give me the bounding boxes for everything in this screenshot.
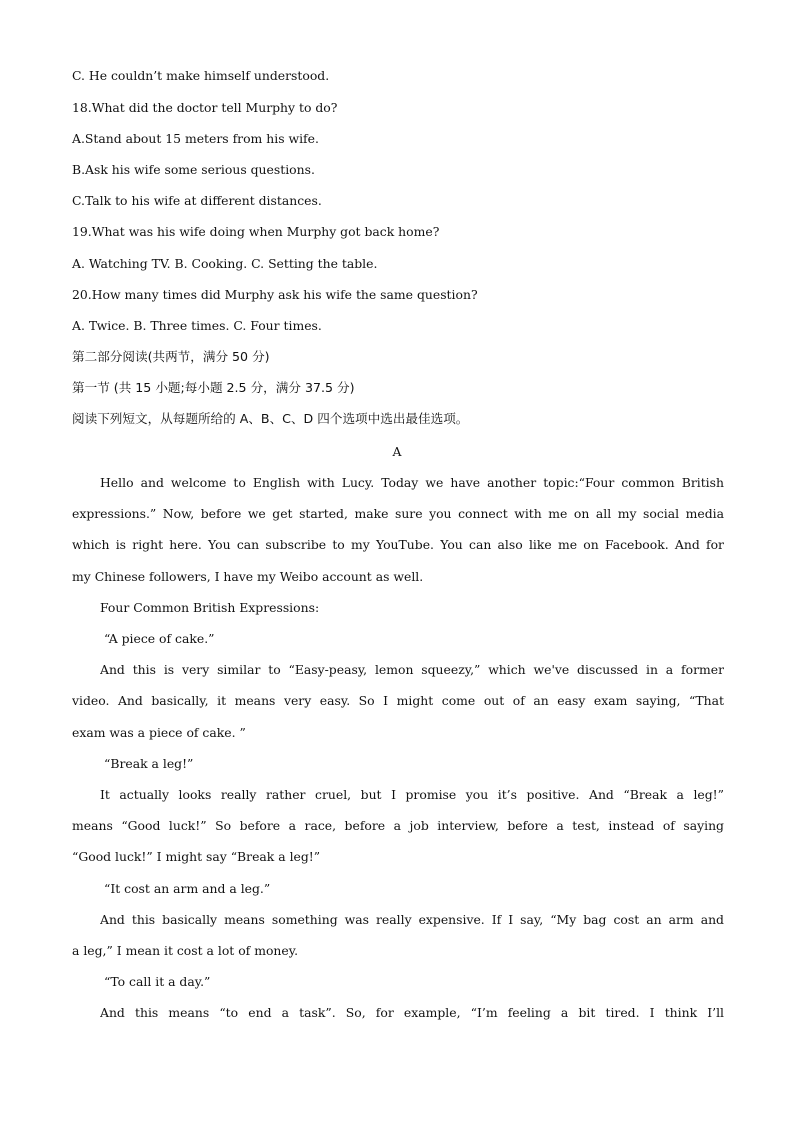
option-18c: C.Talk to his wife at different distances. — [72, 193, 322, 208]
paragraph-line: which is right here. You can subscribe to my YouTube. You can also like me on Facebook. And for — [72, 537, 724, 552]
option-17c: C. He couldn’t make himself understood. — [72, 68, 330, 83]
paragraph-line: Hello and welcome to English with Lucy. Today we have another topic:“Four common British — [100, 475, 724, 490]
passage-label: A — [392, 444, 402, 459]
question-19: 19.What was his wife doing when Murphy got back home? — [72, 224, 440, 239]
expression-title: “Break a leg!” — [104, 756, 194, 771]
section-heading-part2: 第二部分阅读(共两节，满分 50 分) — [72, 349, 270, 364]
expression-title: “To call it a day.” — [104, 974, 211, 989]
paragraph-line: my Chinese followers, I have my Weibo account as well. — [72, 569, 424, 584]
section-heading-section1: 第一节 (共 15 小题;每小题 2.5 分，满分 37.5 分) — [72, 380, 355, 395]
instructions: 阅读下列短文，从每题所给的 A、B、C、D 四个选项中选出最佳选项。 — [72, 411, 469, 426]
question-20: 20.How many times did Murphy ask his wife the same question? — [72, 287, 478, 302]
paragraph-line: means “Good luck!” So before a race, before a job interview, before a test, instead of saying — [72, 818, 724, 833]
paragraph-line: It actually looks really rather cruel, but I promise you it’s positive. And “Break a leg!” — [100, 787, 724, 802]
paragraph-line: And this is very similar to “Easy-peasy, lemon squeezy,” which we've discussed in a former — [100, 662, 724, 677]
paragraph-line: exam was a piece of cake. ” — [72, 725, 246, 740]
paragraph-line: And this basically means something was really expensive. If I say, “My bag cost an arm and — [100, 912, 724, 927]
paragraph-line: “Good luck!” I might say “Break a leg!” — [72, 849, 321, 864]
paragraph-line: video. And basically, it means very easy. So I might come out of an easy exam saying, “That — [72, 693, 724, 708]
options-19: A. Watching TV. B. Cooking. C. Setting the table. — [72, 256, 378, 271]
expressions-heading: Four Common British Expressions: — [100, 600, 320, 615]
option-18a: A.Stand about 15 meters from his wife. — [72, 131, 319, 146]
options-20: A. Twice. B. Three times. C. Four times. — [72, 318, 322, 333]
expression-title: “It cost an arm and a leg.” — [104, 881, 271, 896]
expression-title: “A piece of cake.” — [104, 631, 215, 646]
paragraph-line: a leg,” I mean it cost a lot of money. — [72, 943, 299, 958]
question-18: 18.What did the doctor tell Murphy to do? — [72, 100, 338, 115]
option-18b: B.Ask his wife some serious questions. — [72, 162, 315, 177]
paragraph-line: expressions.” Now, before we get started, make sure you connect with me on all my social media — [72, 506, 724, 521]
paragraph-line: And this means “to end a task”. So, for example, “I’m feeling a bit tired. I think I’ll — [100, 1005, 724, 1020]
